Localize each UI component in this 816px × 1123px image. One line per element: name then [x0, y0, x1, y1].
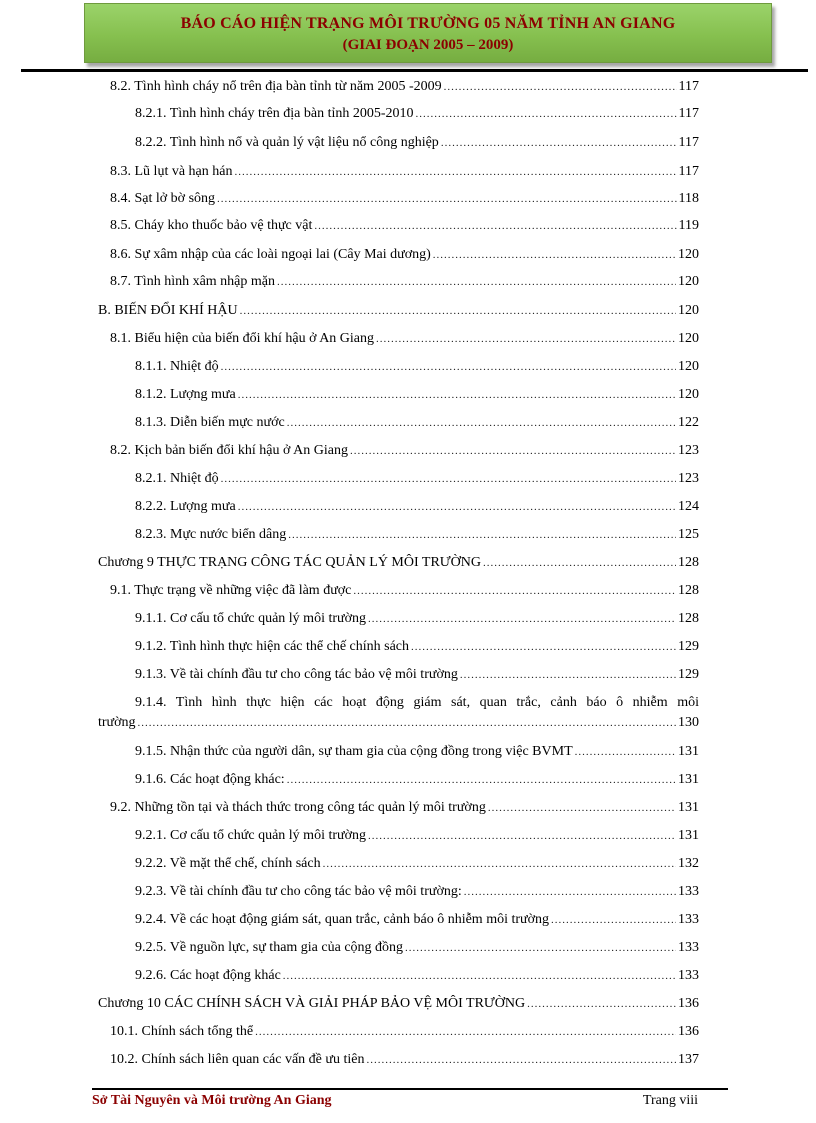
toc-entry[interactable]: 9.2.1. Cơ cấu tổ chức quản lý môi trường ..... 131	[135, 826, 699, 846]
header-banner	[84, 3, 772, 63]
toc-entry[interactable]: 10.2. Chính sách liên quan các vấn đề ưu tiên ..... 137	[110, 1050, 699, 1070]
toc-entry[interactable]: 9.1.5. Nhận thức của người dân, sự tham gia của cộng đồng trong việc BVMT ..... 131	[135, 742, 699, 762]
report-period: (GIAI ĐOẠN 2005 – 2009)	[342, 37, 514, 53]
header-divider	[21, 69, 808, 72]
toc-entry[interactable]: Chương 10 CÁC CHÍNH SÁCH VÀ GIẢI PHÁP BẢO VỆ MÔI TRƯỜNG ..... 136	[98, 994, 699, 1014]
toc-entry[interactable]: 9.1.3. Về tài chính đầu tư cho công tác bảo vệ môi trường ..... 129	[135, 665, 699, 685]
toc-entry[interactable]: B. BIẾN ĐỔI KHÍ HẬU ..... 120	[98, 301, 699, 321]
toc-entry[interactable]: 9.1.6. Các hoạt động khác: ..... 131	[135, 770, 699, 790]
toc-entry[interactable]: 8.3. Lũ lụt và hạn hán ..... 117	[110, 162, 699, 182]
toc-entry[interactable]: 9.1.2. Tình hình thực hiện các thể chế chính sách ..... 129	[135, 637, 699, 657]
toc-entry[interactable]: 9.2. Những tồn tại và thách thức trong công tác quản lý môi trường ..... 131	[110, 798, 699, 818]
toc-entry[interactable]: 9.2.5. Về nguồn lực, sự tham gia của cộng đồng ..... 133	[135, 938, 699, 958]
toc-entry[interactable]: 8.2. Tình hình cháy nổ trên địa bàn tỉnh từ năm 2005 -2009 ..... 117	[110, 77, 699, 97]
toc-entry[interactable]: 8.2.1. Nhiệt độ ..... 123	[135, 469, 699, 489]
toc-entry[interactable]: 8.1.3. Diễn biến mực nước ..... 122	[135, 413, 699, 433]
toc-entry[interactable]: 8.6. Sự xâm nhập của các loài ngoại lai (Cây Mai dương) ..... 120	[110, 245, 699, 265]
page-number: Trang viii	[642, 1093, 698, 1108]
toc-entry[interactable]: 9.1.1. Cơ cấu tổ chức quản lý môi trường ..... 128	[135, 609, 699, 629]
toc-entry[interactable]: 8.2.2. Tình hình nổ và quản lý vật liệu nổ công nghiệp ..... 117	[135, 133, 699, 153]
toc-entry-wrapped-line2[interactable]: trường ..... 130	[98, 713, 699, 733]
toc-entry[interactable]: 8.7. Tình hình xâm nhập mặn ..... 120	[110, 272, 699, 292]
report-title: BÁO CÁO HIỆN TRẠNG MÔI TRƯỜNG 05 NĂM TỈNH AN GIANG	[180, 15, 676, 32]
toc-entry[interactable]: 8.2.2. Lượng mưa ..... 124	[135, 497, 699, 517]
toc-entry[interactable]: 9.2.2. Về mặt thể chế, chính sách ..... 132	[135, 854, 699, 874]
toc-entry[interactable]: 10.1. Chính sách tổng thể ..... 136	[110, 1022, 699, 1042]
toc-entry[interactable]: 9.2.6. Các hoạt động khác ..... 133	[135, 966, 699, 986]
toc-entry[interactable]: 9.1. Thực trạng về những việc đã làm được ..... 128	[110, 581, 699, 601]
toc-entry[interactable]: 8.1.1. Nhiệt độ ..... 120	[135, 357, 699, 377]
toc-entry-wrapped-line1[interactable]: 9.1.4. Tình hình thực hiện các hoạt động giám sát, quan trắc, cảnh báo ô nhiễm môi	[135, 695, 699, 710]
toc-entry[interactable]: 8.1. Biểu hiện của biến đổi khí hậu ở An Giang ..... 120	[110, 329, 699, 349]
toc-entry[interactable]: 8.2.3. Mực nước biển dâng ..... 125	[135, 525, 699, 545]
toc-entry[interactable]: 8.1.2. Lượng mưa ..... 120	[135, 385, 699, 405]
footer-organization: Sở Tài Nguyên và Môi trường An Giang	[92, 1093, 332, 1108]
toc-entry[interactable]: Chương 9 THỰC TRẠNG CÔNG TÁC QUẢN LÝ MÔI TRƯỜNG ..... 128	[98, 553, 699, 573]
toc-entry[interactable]: 9.2.3. Về tài chính đầu tư cho công tác bảo vệ môi trường: ..... 133	[135, 882, 699, 902]
footer-divider	[92, 1088, 728, 1090]
toc-entry[interactable]: 8.5. Cháy kho thuốc bảo vệ thực vật ..... 119	[110, 216, 699, 236]
toc-entry[interactable]: 8.2. Kịch bản biến đổi khí hậu ở An Giang ..... 123	[110, 441, 699, 461]
toc-entry[interactable]: 8.4. Sạt lở bờ sông ..... 118	[110, 189, 699, 209]
toc-entry[interactable]: 9.2.4. Về các hoạt động giám sát, quan trắc, cảnh báo ô nhiễm môi trường ..... 133	[135, 910, 699, 930]
toc-entry[interactable]: 8.2.1. Tình hình cháy trên địa bàn tỉnh 2005-2010 ..... 117	[135, 104, 699, 124]
